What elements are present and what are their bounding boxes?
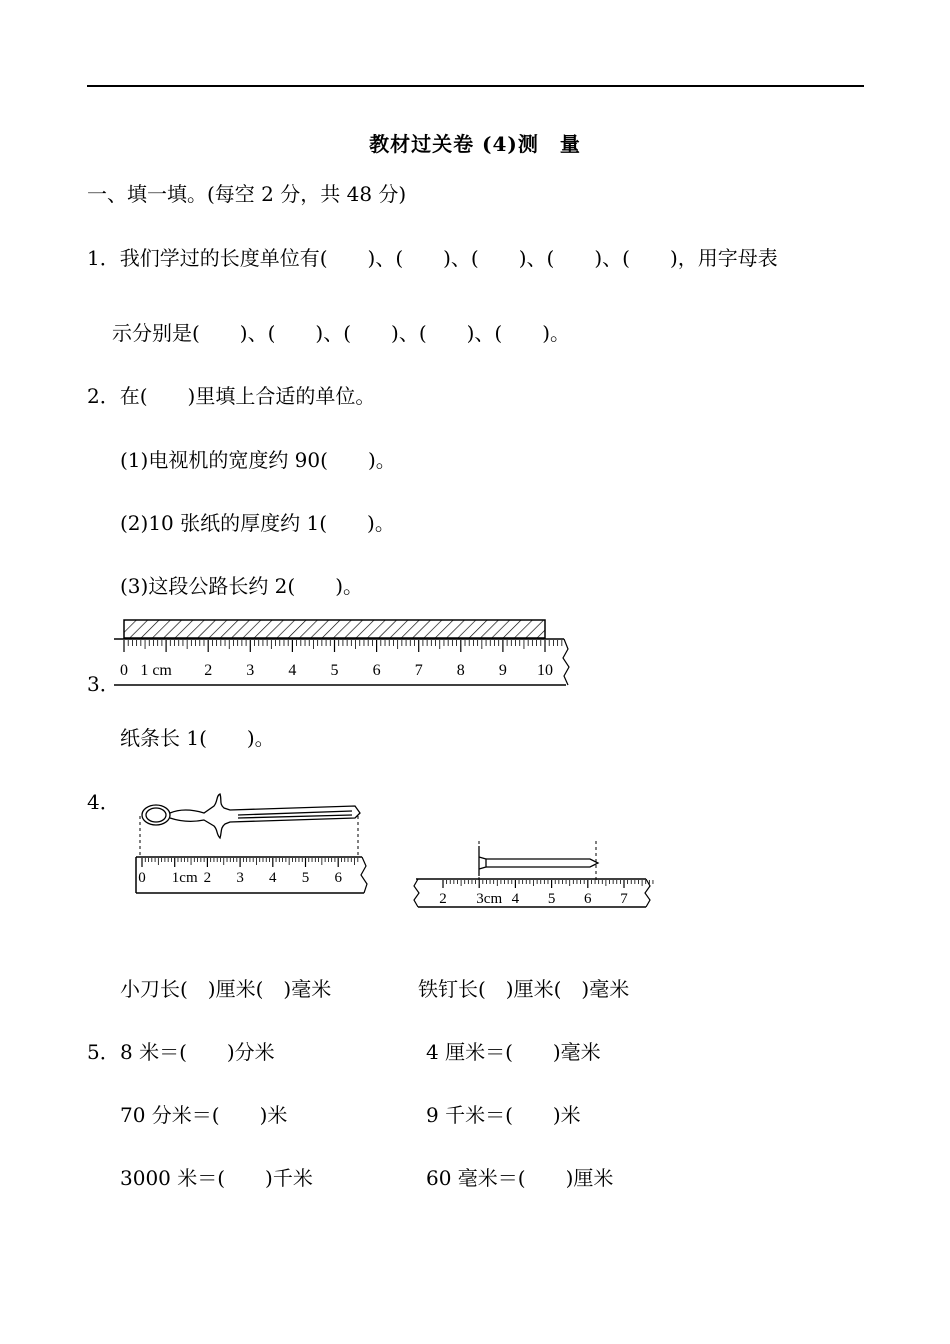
q3-number: 3． — [87, 672, 120, 696]
q5-row2-right: 9 千米＝( )米 — [426, 1103, 581, 1127]
q5-row3-right: 60 毫米＝( )厘米 — [426, 1166, 614, 1190]
section-heading: 一、填一填。(每空 2 分，共 48 分) — [87, 182, 407, 206]
q2-stem: 2．在( )里填上合适的单位。 — [87, 384, 376, 408]
knife-answer: 小刀长( )厘米( )毫米 — [120, 977, 332, 1001]
q4-ruler-2 — [414, 879, 653, 907]
q4-ruler-2-label: 6 — [584, 891, 592, 907]
q4-ruler-2-label: 5 — [547, 891, 556, 907]
q1-line2: 示分别是( )、( )、( )、( )、( )。 — [112, 321, 571, 345]
q4-ruler-2-label: 7 — [620, 891, 628, 907]
q3-ruler-label: 5 — [330, 662, 339, 679]
q3-answer: 纸条长 1( )。 — [120, 726, 275, 750]
knife-figure — [130, 780, 380, 900]
q5-row1-left: 8 米＝( )分米 — [120, 1040, 275, 1064]
q4-ruler-2-label: 2 — [439, 891, 447, 907]
q5-number: 5． — [87, 1040, 120, 1064]
q3-ruler-label: 0 — [120, 662, 128, 679]
q3-ruler-label: 4 — [288, 662, 297, 679]
q5-row2-left: 70 分米＝( )米 — [120, 1103, 288, 1127]
q3-ruler — [114, 639, 569, 685]
nail-icon — [479, 846, 598, 876]
q2-item-1: (1)电视机的宽度约 90( )。 — [120, 448, 396, 472]
q3-ruler-label: 8 — [456, 662, 465, 679]
q4-ruler-1 — [136, 857, 367, 893]
q4-number: 4． — [87, 790, 120, 814]
q4-ruler-1-label: 3 — [236, 870, 244, 886]
q3-ruler-label: 10 — [537, 662, 553, 679]
q2-item-3: (3)这段公路长约 2( )。 — [120, 574, 364, 598]
q4-ruler-1-label: 0 — [138, 870, 146, 886]
q3-ruler-label: 3 — [246, 662, 255, 679]
q2-item-2: (2)10 张纸的厚度约 1( )。 — [120, 511, 395, 535]
q3-ruler-figure — [110, 612, 580, 692]
q4-ruler-1-label: 5 — [301, 870, 310, 886]
q3-ruler-label: 9 — [498, 662, 507, 679]
nail-figure — [410, 836, 660, 916]
page-title: 教材过关卷 (4)测 量 — [369, 132, 581, 156]
knife-icon — [142, 794, 360, 838]
q4-ruler-2-label: 4 — [511, 891, 520, 907]
q4-ruler-2-label: 3cm — [476, 891, 503, 907]
q4-ruler-1-label: 6 — [334, 870, 342, 886]
q4-ruler-1-label: 2 — [203, 870, 212, 886]
paper-strip — [124, 620, 545, 638]
q4-ruler-1-label: 4 — [269, 870, 277, 886]
q1-line1: 1．我们学过的长度单位有( )、( )、( )、( )、( )，用字母表 — [87, 246, 778, 270]
q4-ruler-1-label: 1cm — [171, 870, 198, 886]
q3-ruler-label: 7 — [414, 662, 423, 679]
q3-ruler-label: 6 — [372, 662, 381, 679]
header-rule — [87, 85, 864, 87]
nail-answer: 铁钉长( )厘米( )毫米 — [418, 977, 630, 1001]
q5-row1-right: 4 厘米＝( )毫米 — [426, 1040, 601, 1064]
q5-row3-left: 3000 米＝( )千米 — [120, 1166, 313, 1190]
q3-ruler-label: 2 — [204, 662, 213, 679]
q3-ruler-label: 1 cm — [140, 662, 172, 679]
